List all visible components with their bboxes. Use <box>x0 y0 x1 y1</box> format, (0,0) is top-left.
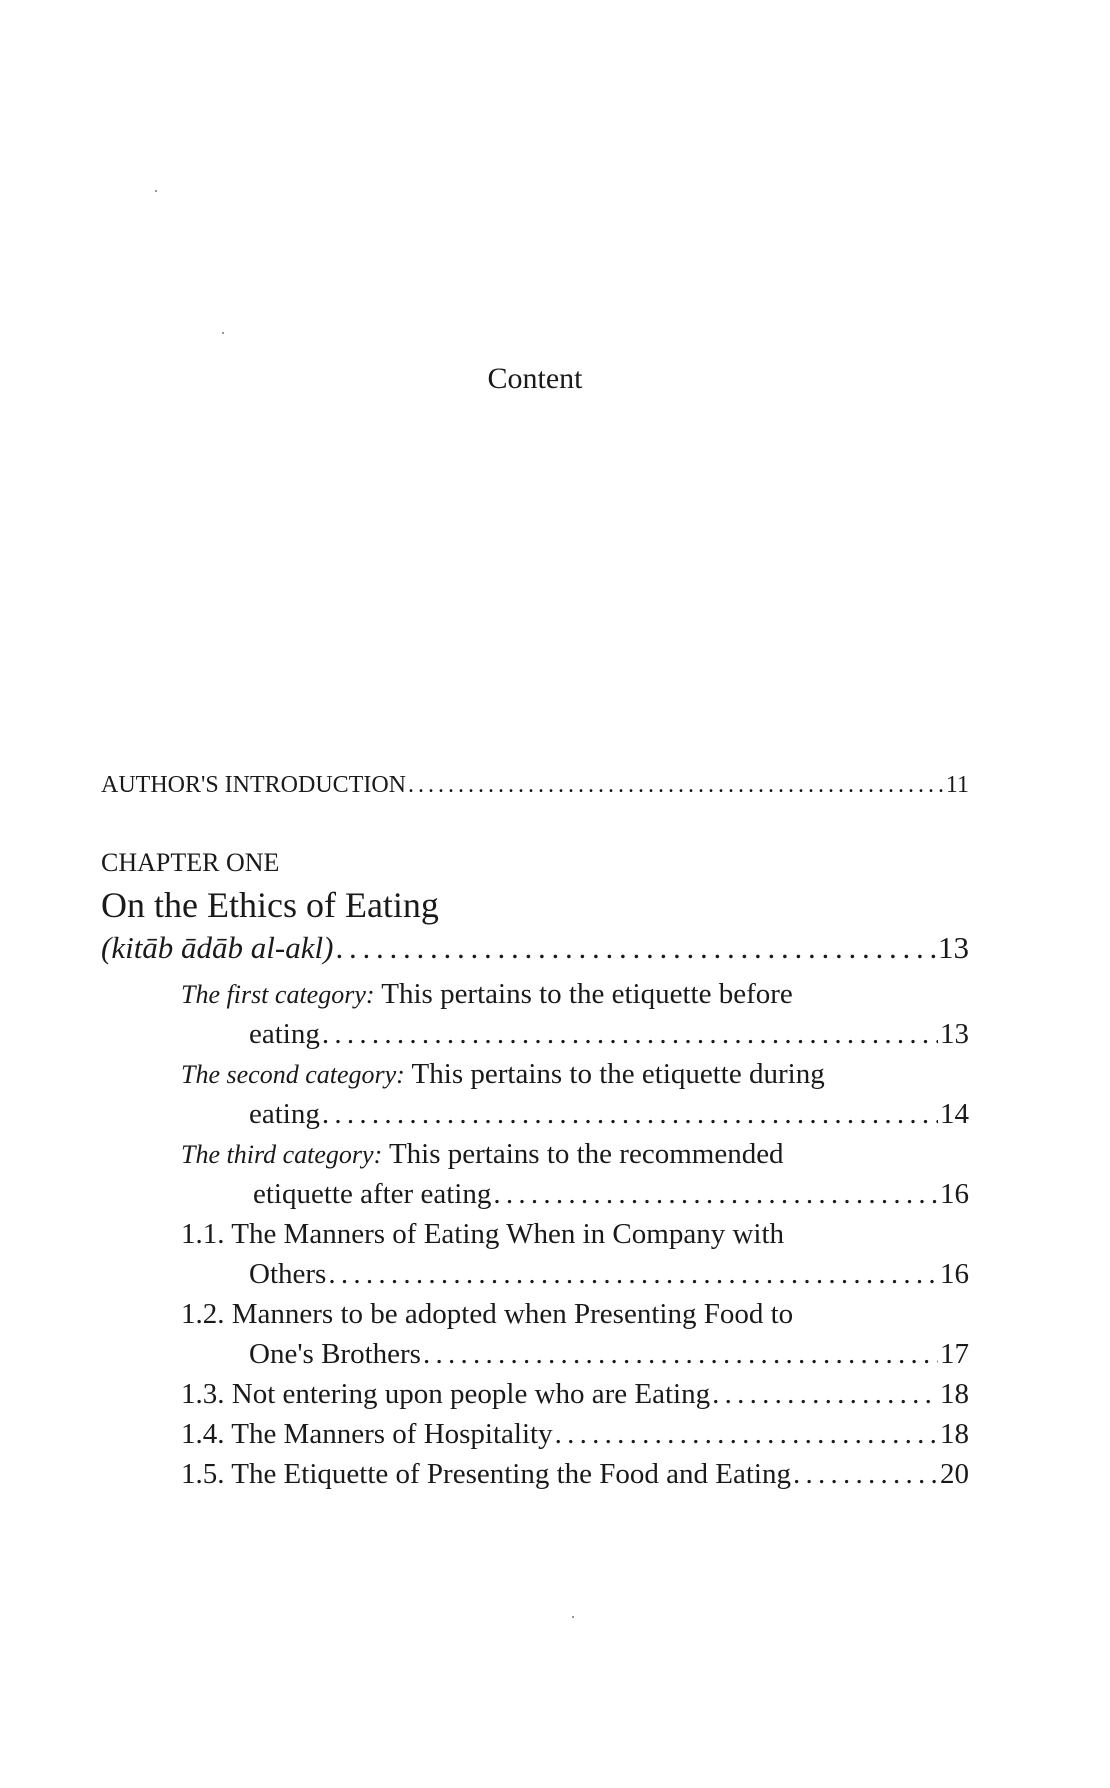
dot-leader <box>555 1418 938 1451</box>
toc-page-number: 11 <box>945 772 969 798</box>
toc-entry-1-4[interactable] <box>181 1418 969 1451</box>
entry-text: etiquette after eating <box>253 1178 492 1210</box>
toc-entry-second-category-cont[interactable] <box>249 1098 969 1131</box>
toc-entry-1-3[interactable] <box>181 1378 969 1411</box>
chapter-label: CHAPTER ONE <box>101 848 280 877</box>
dot-leader <box>712 1378 938 1411</box>
dot-leader <box>322 1018 938 1051</box>
dot-leader <box>328 1258 938 1291</box>
toc-entry-intro[interactable] <box>101 772 969 799</box>
toc-entry-chapter-one[interactable] <box>101 930 969 966</box>
toc-page-number: 20 <box>940 1458 969 1490</box>
category-label: The third category: <box>181 1140 383 1169</box>
toc-page-number: 14 <box>940 1098 969 1130</box>
scan-speck <box>155 190 157 192</box>
entry-text: One's Brothers <box>249 1338 421 1370</box>
entry-text: 1.5. The Etiquette of Presenting the Food and Eating <box>181 1458 791 1490</box>
toc-page-number: 17 <box>940 1338 969 1370</box>
entry-text: This pertains to the etiquette before <box>374 978 793 1010</box>
toc-page-number: 18 <box>940 1378 969 1410</box>
chapter-title[interactable]: On the Ethics of Eating <box>101 885 439 925</box>
toc-entry-second-category[interactable] <box>181 1058 825 1091</box>
dot-leader <box>423 1338 938 1371</box>
chapter-subtitle: (kitāb ādāb al-akl) <box>101 930 334 965</box>
toc-entry-1-1-cont[interactable] <box>249 1258 969 1291</box>
entry-text: 1.3. Not entering upon people who are Eating <box>181 1378 711 1410</box>
toc-page-number: 13 <box>940 1018 969 1050</box>
entry-text: 1.4. The Manners of Hospitality <box>181 1418 553 1450</box>
category-label: The second category: <box>181 1060 405 1089</box>
toc-page-number: 18 <box>940 1418 969 1450</box>
toc-entry-1-2-cont[interactable] <box>249 1338 969 1371</box>
page-title: Content <box>487 362 583 395</box>
toc-entry-1-2[interactable]: 1.2. Manners to be adopted when Presenting Food to <box>181 1298 794 1330</box>
toc-entry-third-category[interactable] <box>181 1138 784 1171</box>
toc-page-number: 16 <box>940 1178 969 1210</box>
entry-text: eating <box>249 1018 320 1050</box>
entry-text: This pertains to the etiquette during <box>404 1058 825 1090</box>
toc-entry-1-1[interactable]: 1.1. The Manners of Eating When in Company with <box>181 1218 784 1250</box>
toc-entry-1-5[interactable] <box>181 1458 969 1491</box>
toc-entry-label: AUTHOR'S INTRODUCTION <box>101 772 406 798</box>
toc-page-number: 16 <box>940 1258 969 1290</box>
dot-leader <box>493 1178 938 1211</box>
toc-entry-first-category[interactable] <box>181 978 793 1011</box>
entry-text: eating <box>249 1098 320 1130</box>
toc-entry-first-category-cont[interactable] <box>249 1018 969 1051</box>
toc-entry-third-category-cont[interactable] <box>253 1178 969 1211</box>
entry-text: This pertains to the recommended <box>382 1138 784 1170</box>
category-label: The first category: <box>181 980 375 1009</box>
dot-leader <box>335 930 936 966</box>
dot-leader <box>408 772 944 799</box>
scan-speck <box>572 1616 574 1618</box>
scan-speck <box>222 332 224 334</box>
toc-page-number: 13 <box>938 930 969 965</box>
dot-leader <box>793 1458 938 1491</box>
entry-text: Others <box>249 1258 327 1290</box>
dot-leader <box>322 1098 938 1131</box>
